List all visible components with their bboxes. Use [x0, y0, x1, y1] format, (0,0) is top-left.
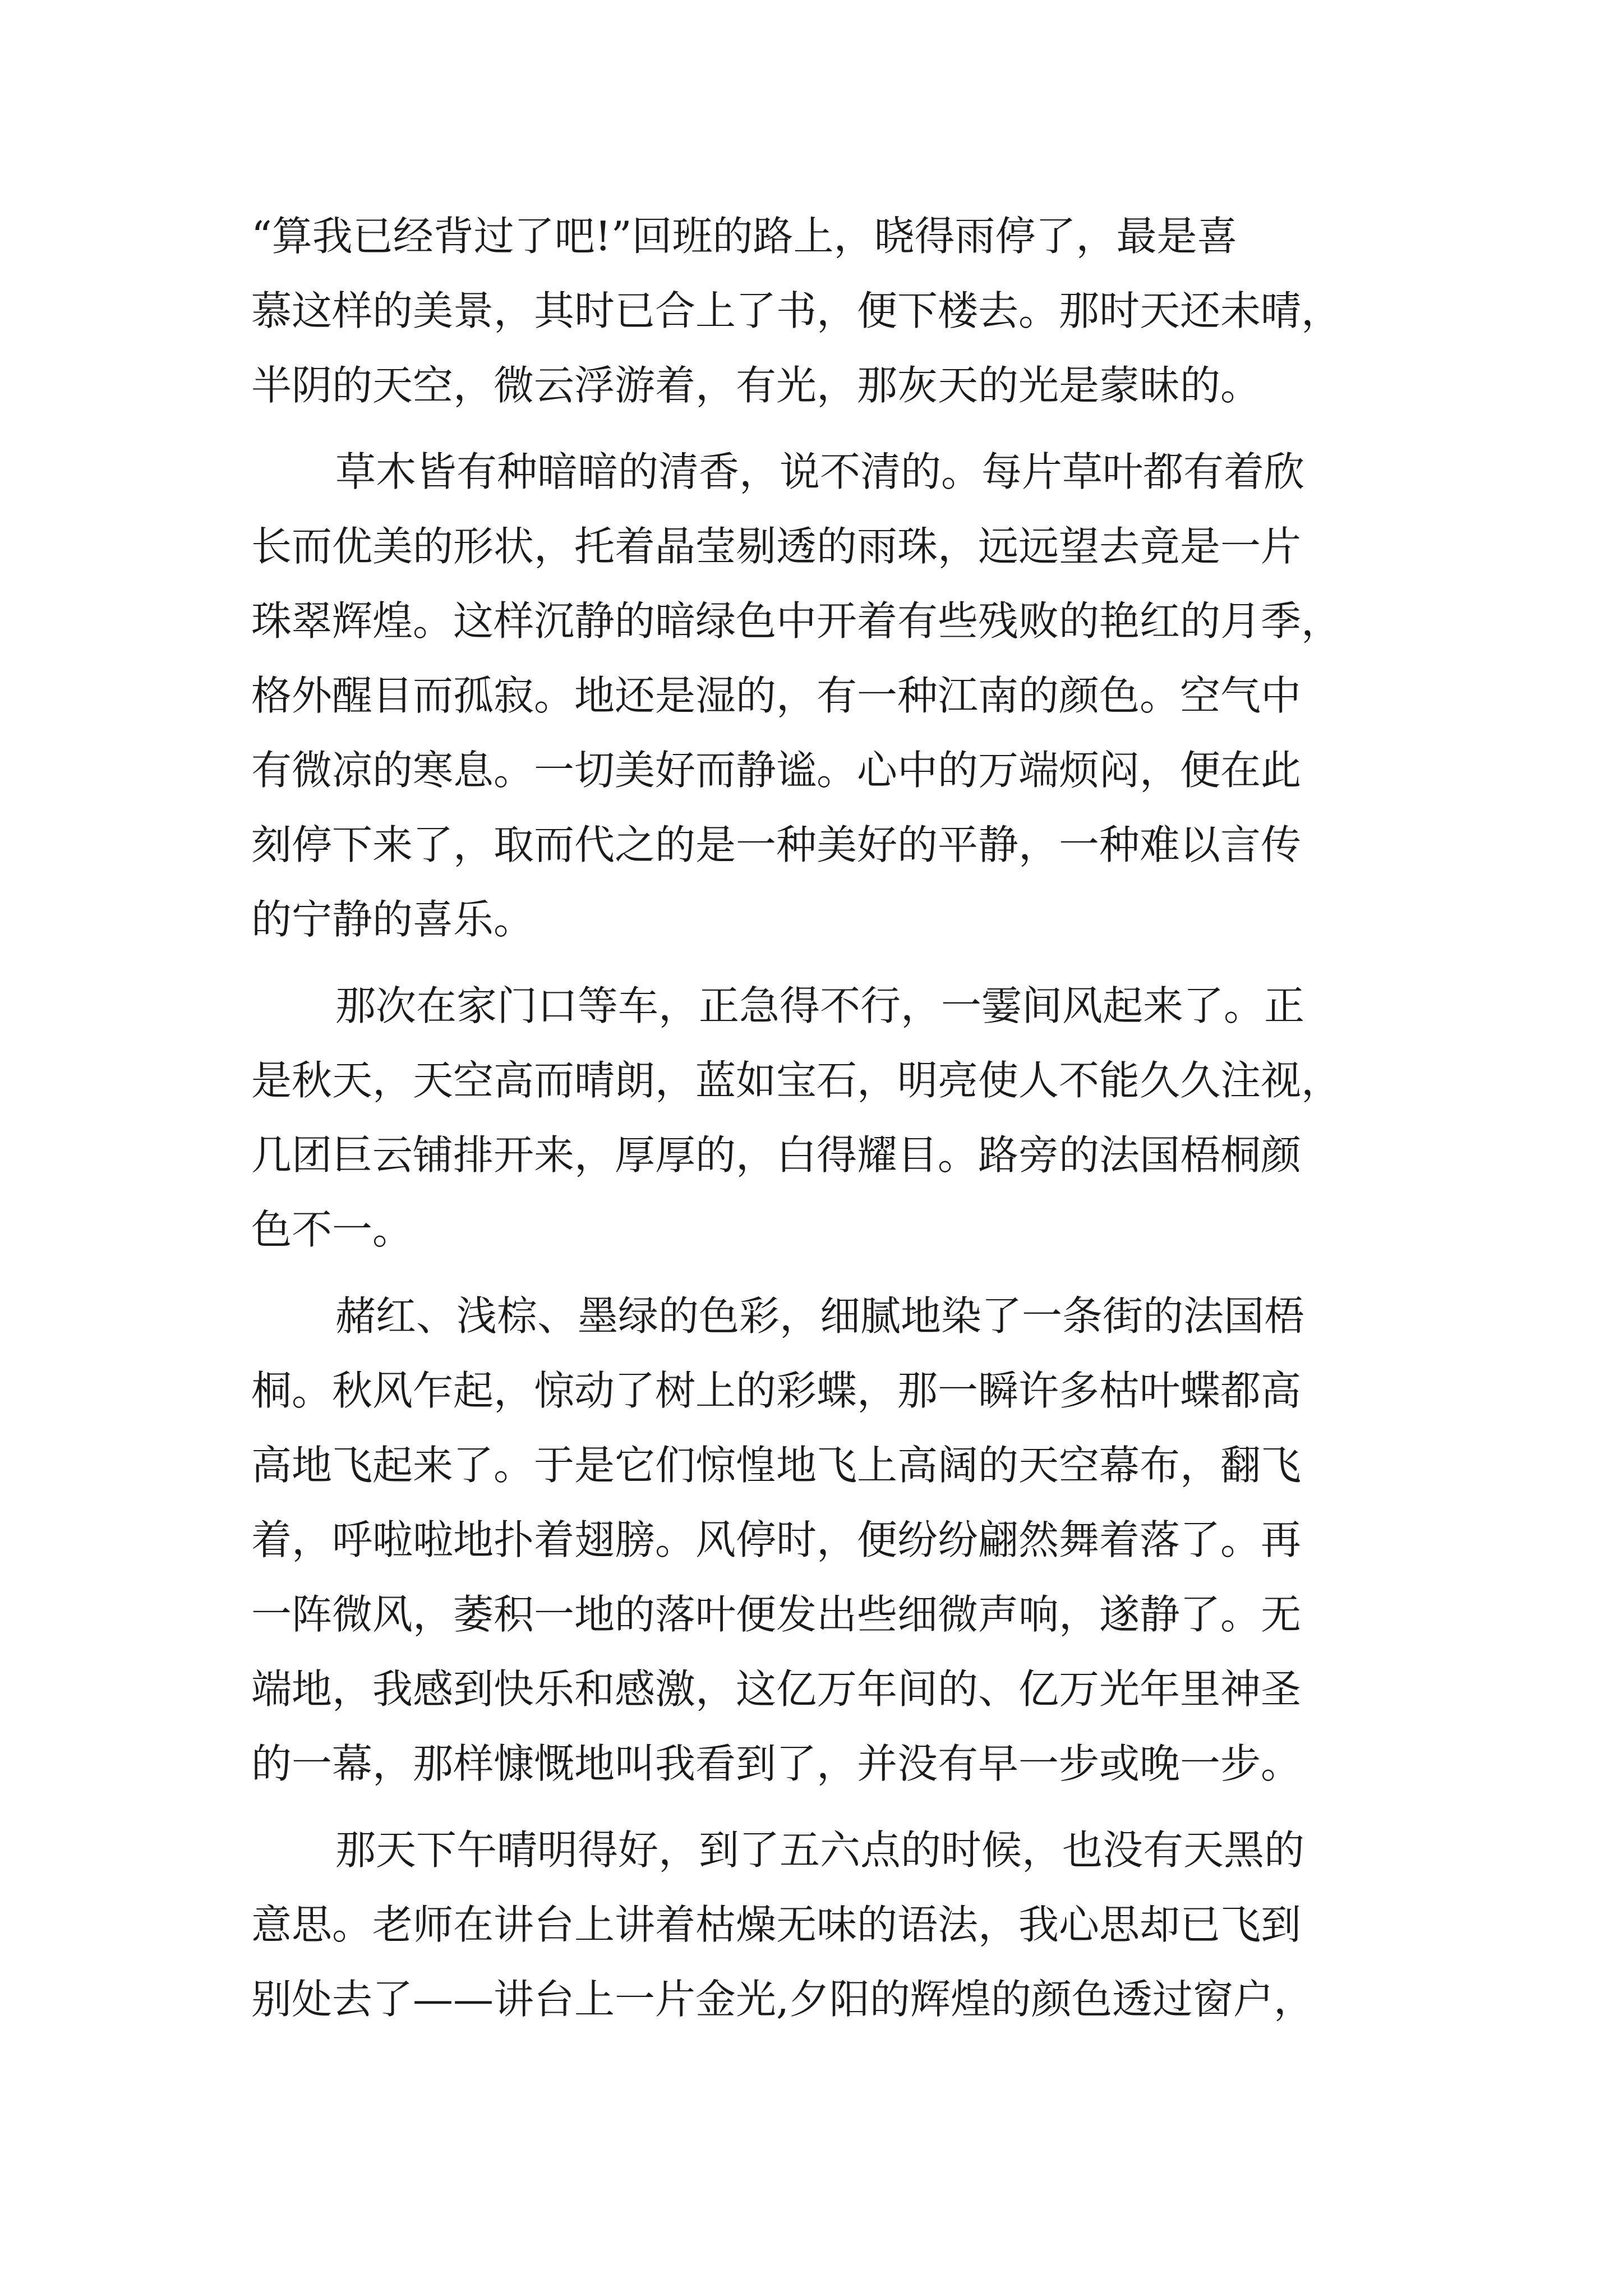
text-line: 的一幕，那样慷慨地叫我看到了，并没有早一步或晚一步。 — [251, 1740, 1302, 1787]
text-line: 色不一。 — [251, 1206, 413, 1253]
text-line: 草木皆有种暗暗的清香，说不清的。每片草叶都有着欣 — [335, 448, 1305, 495]
paragraph-2 — [251, 435, 1395, 957]
document-body — [251, 199, 1395, 2037]
text-line: 桐。秋风乍起，惊动了树上的彩蝶，那一瞬许多枯叶蝶都高 — [251, 1367, 1302, 1414]
text-line: 那次在家门口等车，正急得不行，一霎间风起来了。正 — [335, 982, 1305, 1029]
text-line: 一阵微风，萎积一地的落叶便发出些细微声响，遂静了。无 — [251, 1591, 1302, 1638]
text-line: 高地飞起来了。于是它们惊惶地飞上高阔的天空幕布，翻飞 — [251, 1442, 1302, 1489]
text-line: 着，呼啦啦地扑着翅膀。风停时，便纷纷翩然舞着落了。再 — [251, 1516, 1302, 1563]
text-line: 长而优美的形状，托着晶莹剔透的雨珠，远远望去竟是一片 — [251, 523, 1302, 570]
text-line: 几团巨云铺排开来，厚厚的，白得耀目。路旁的法国梧桐颜 — [251, 1131, 1302, 1179]
text-line: 半阴的天空，微云浮游着，有光，那灰天的光是蒙昧的。 — [251, 362, 1261, 409]
paragraph-gap — [251, 957, 1395, 969]
text-line: 慕这样的美景，其时已合上了书，便下楼去。那时天还未晴， — [251, 287, 1342, 334]
paragraph-4 — [251, 1279, 1395, 1801]
paragraph-1 — [251, 199, 1395, 423]
text-line: “算我已经背过了吧!”回班的路上，晓得雨停了，最是喜 — [251, 213, 1238, 260]
text-line: 珠翠辉煌。这样沉静的暗绿色中开着有些残败的艳红的月季， — [251, 597, 1342, 645]
text-line: 的宁静的喜乐。 — [251, 896, 534, 943]
text-line: 赭红、浅棕、墨绿的色彩，细腻地染了一条街的法国梧 — [335, 1292, 1305, 1340]
text-line: 刻停下来了，取而代之的是一种美好的平静，一种难以言传 — [251, 821, 1302, 868]
paragraph-gap — [251, 1801, 1395, 1813]
paragraph-gap — [251, 1267, 1395, 1279]
text-line: 别处去了——讲台上一片金光,夕阳的辉煌的颜色透过窗户， — [251, 1976, 1314, 2023]
text-line: 格外醒目而孤寂。地还是湿的，有一种江南的颜色。空气中 — [251, 672, 1302, 719]
text-line: 有微凉的寒息。一切美好而静谧。心中的万端烦闷，便在此 — [251, 747, 1302, 794]
paragraph-5 — [251, 1813, 1395, 2037]
text-line: 意思。老师在讲台上讲着枯燥无味的语法，我心思却已飞到 — [251, 1901, 1302, 1948]
text-line: 端地，我感到快乐和感激，这亿万年间的、亿万光年里神圣 — [251, 1665, 1302, 1713]
paragraph-gap — [251, 423, 1395, 435]
text-line: 那天下午晴明得好，到了五六点的时候，也没有天黑的 — [335, 1826, 1305, 1874]
paragraph-3 — [251, 969, 1395, 1267]
text-line: 是秋天，天空高而晴朗，蓝如宝石，明亮使人不能久久注视， — [251, 1057, 1342, 1104]
